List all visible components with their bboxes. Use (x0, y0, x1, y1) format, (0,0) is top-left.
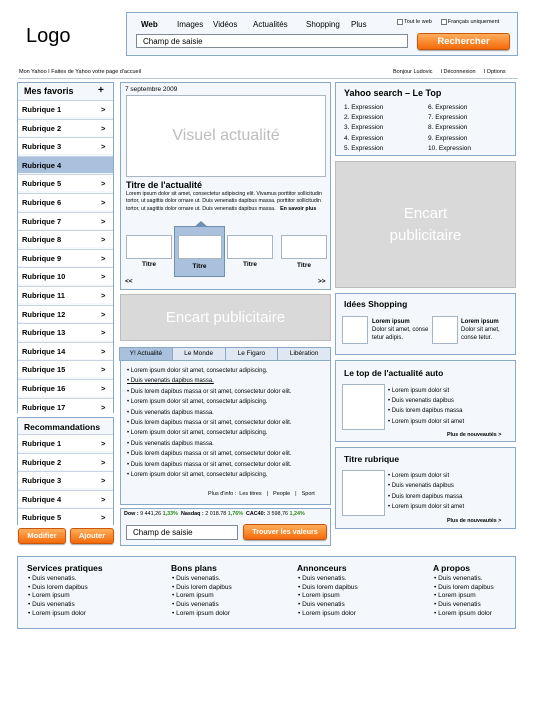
markets-search-input[interactable]: Champ de saisie (126, 525, 238, 540)
news-item[interactable]: • Lorem ipsum dolor sit amet, consectetur adipiscing. (127, 397, 327, 407)
auto-item[interactable]: • Lorem ipsum dolor sit amet (388, 417, 464, 427)
thumb-3[interactable] (227, 235, 273, 259)
top-links-left[interactable]: Mon Yahoo I Faites de Yahoo votre page d'accueil (19, 69, 142, 75)
deconnexion-link[interactable]: I Déconnexion (440, 69, 476, 75)
top-links-right (393, 69, 506, 75)
news-tabs (120, 347, 331, 361)
thumb-3-title: Titre (243, 261, 257, 268)
modifier-button[interactable]: Modifier (18, 528, 66, 544)
favori-item-13[interactable] (18, 323, 113, 340)
favori-item-12[interactable] (18, 305, 113, 322)
footer-link[interactable]: • Duis venenatis (172, 601, 291, 610)
news-item[interactable]: • Lorem ipsum dolor sit amet, consectetur adipiscing. (127, 366, 327, 376)
nasdaq-change: 1,76% (227, 511, 243, 517)
auto-more-link[interactable]: Plus de nouveautés > (447, 432, 502, 438)
add-favori-button[interactable]: + (98, 85, 104, 96)
news-item[interactable]: • Duis lorem dapibus massa or sit amet, consectetur dolor elit. (127, 449, 327, 459)
cac-label: CAC40: (246, 511, 266, 517)
thumb-1-title: Titre (142, 261, 156, 268)
favori-item-10[interactable] (18, 267, 113, 284)
chevron-right-icon: > (101, 235, 106, 245)
favori-item-label: Rubrique 6 (22, 198, 62, 207)
logo[interactable]: Logo (26, 25, 71, 47)
favoris-panel (17, 82, 114, 413)
top-expression-5[interactable]: 5. Expression (344, 144, 384, 152)
thumb-1[interactable] (126, 235, 172, 259)
footer-link[interactable]: • Lorem ipsum dolor (172, 610, 291, 619)
shopping-panel (335, 293, 516, 355)
dow-label: Dow : (124, 511, 139, 517)
search-options (397, 19, 499, 25)
search-tab-web[interactable]: Web (141, 20, 158, 29)
tout-le-web-label: Tout le web (404, 19, 432, 25)
encart-publicitaire-right[interactable] (335, 161, 516, 288)
actualite-date: 7 septembre 2009 (125, 86, 178, 93)
cac-value: 3 598,76 (266, 511, 288, 517)
news-tab-3[interactable]: Le Figaro (225, 347, 279, 361)
encart-publicitaire-center[interactable] (120, 294, 331, 341)
favori-item-15[interactable] (18, 360, 113, 377)
favori-item-label: Rubrique 10 (22, 272, 66, 282)
top-divider (18, 78, 518, 79)
news-list (127, 366, 327, 480)
thumb-2-title: Titre (192, 263, 207, 270)
news-more-sep-2: | (295, 491, 297, 497)
chevron-right-icon: > (101, 291, 106, 300)
footer-link[interactable]: • Lorem ipsum dolor (28, 610, 147, 619)
chevron-right-icon: > (101, 328, 106, 338)
favori-item-label: Rubrique 9 (22, 253, 62, 263)
search-tab-actualites[interactable]: Actualités (253, 20, 288, 29)
news-item[interactable]: • Lorem ipsum dolor sit amet, consectetur adipiscing. (127, 428, 327, 438)
recommandation-item-label: Rubrique 4 (22, 494, 62, 504)
footer-column-1 (27, 563, 147, 619)
favori-item-label: Rubrique 7 (22, 216, 62, 226)
en-savoir-plus-link[interactable]: En savoir plus (280, 205, 317, 212)
market-indices (124, 511, 305, 517)
search-tab-videos[interactable]: Vidéos (213, 20, 238, 29)
favori-item-9[interactable] (18, 249, 113, 266)
recommandation-item-4[interactable] (18, 490, 113, 507)
news-item[interactable]: • Lorem ipsum dolor sit amet, consectetur adipiscing. (127, 470, 327, 480)
favori-item-label: Rubrique 4 (22, 160, 62, 170)
footer-column-title: A propos (433, 563, 470, 573)
shopping-item-2-title: Lorem ipsum (461, 319, 499, 325)
favori-item-5[interactable] (18, 174, 113, 191)
greeting: Bonjour Ludovic (393, 69, 433, 75)
news-more (208, 491, 315, 497)
favori-item-7[interactable] (18, 212, 113, 229)
footer-link[interactable]: • Duis venenatis (298, 601, 417, 610)
shopping-item-1-text: Dolor sit amet, conse tetur adipis. (372, 327, 429, 341)
rubrique-title: Titre rubrique (344, 454, 400, 464)
thumb-4-title: Titre (297, 262, 311, 269)
footer-link[interactable]: • Duis lorem dapibus (434, 584, 540, 593)
chevron-right-icon: > (101, 272, 106, 282)
favori-item-1[interactable] (18, 100, 113, 117)
news-item[interactable]: • Duis venenatis dapibus massa. (127, 439, 327, 449)
top-expression-1[interactable]: 1. Expression (344, 104, 384, 111)
markets-panel (120, 508, 331, 546)
thumbs-prev-button[interactable]: << (125, 278, 133, 285)
footer-column-title: Annonceurs (297, 563, 347, 573)
footer-link[interactable]: • Duis lorem dapibus (28, 584, 147, 593)
thumb-4[interactable] (281, 235, 327, 259)
news-tab-1[interactable]: Y! Actualité (119, 347, 173, 361)
auto-image[interactable] (342, 384, 385, 430)
top-expression-2[interactable]: 2. Expression (344, 114, 384, 122)
favori-item-4[interactable] (18, 156, 113, 173)
footer-column-list (28, 575, 147, 619)
recommandation-item-label: Rubrique 5 (22, 513, 62, 522)
rubrique-image[interactable] (342, 470, 385, 516)
favori-item-14[interactable] (18, 342, 113, 359)
footer-column-4 (433, 563, 540, 619)
top-expression-7[interactable]: 7. Expression (428, 114, 468, 122)
recommandation-item-3[interactable] (18, 471, 113, 488)
shopping-item-1[interactable] (372, 318, 432, 342)
thumb-2-image (178, 235, 222, 259)
thumb-2-selected[interactable] (174, 226, 225, 277)
recommandation-item-label: Rubrique 1 (22, 439, 62, 448)
rubrique-item[interactable]: • Duis venenatis dapibus (388, 481, 464, 491)
footer-panel (17, 556, 516, 629)
favori-item-11[interactable] (18, 286, 113, 303)
auto-list (388, 386, 464, 427)
chevron-right-icon: > (101, 476, 106, 485)
ajouter-button[interactable]: Ajouter (70, 528, 114, 544)
favori-item-label: Rubrique 12 (22, 309, 66, 319)
footer-column-title: Services pratiques (27, 563, 103, 573)
thumbs-next-button[interactable]: >> (318, 278, 326, 285)
footer-link[interactable]: • Duis lorem dapibus (298, 584, 417, 593)
favori-item-2[interactable] (18, 119, 113, 136)
chevron-right-icon: > (101, 309, 106, 319)
search-panel (126, 12, 518, 56)
footer-link[interactable]: • Duis venenatis (28, 601, 147, 610)
actualite-body-text: Lorem ipsum dolor sit amet, consectetur adipiscing elit. Vivamus porttitor sollicitudin tortor, ut sagittis dolor ornare ut. Duis venenatis dapibus massa. porttitor sollicitudin tortor, ut sagittis dolor ornare ut. Duis venenatis dapibus massa. (126, 191, 322, 212)
recommandation-item-label: Rubrique 3 (22, 476, 62, 485)
top-expression-10[interactable]: 10. Expression (428, 144, 471, 152)
auto-panel (335, 360, 516, 442)
news-tab-2[interactable]: Le Monde (172, 347, 226, 361)
thumb-1-image (126, 235, 172, 259)
chevron-right-icon: > (101, 179, 106, 189)
search-input[interactable]: Champ de saisie (136, 34, 408, 48)
footer-column-2 (171, 563, 291, 619)
francais-label: Français uniquement (447, 19, 500, 25)
auto-title: Le top de l'actualité auto (344, 368, 444, 378)
favori-item-16[interactable] (18, 379, 113, 396)
shopping-item-1-title: Lorem ipsum (372, 319, 410, 325)
news-item[interactable]: • Duis lorem dapibus massa or sit amet, consectetur dolor elit. (127, 387, 327, 397)
news-item[interactable]: • Duis venenatis dapibus massa. (127, 376, 327, 386)
footer-column-3 (297, 563, 417, 619)
trouver-valeurs-button[interactable]: Trouver les valeurs (243, 524, 327, 540)
footer-link[interactable]: • Duis venenatis. (298, 575, 417, 584)
rubrique-more-link[interactable]: Plus de nouveautés > (447, 518, 502, 524)
shopping-item-2-image[interactable] (432, 316, 458, 344)
chevron-right-icon: > (101, 105, 106, 114)
actualite-panel (120, 82, 331, 290)
favori-item-label: Rubrique 14 (22, 346, 66, 356)
footer-link[interactable]: • Duis venenatis. (172, 575, 291, 584)
recommandation-item-5[interactable] (18, 508, 113, 525)
rubrique-item[interactable]: • Duis lorem dapibus massa (388, 492, 464, 502)
nasdaq-label: Nasdaq : (180, 511, 204, 517)
search-tab-shopping[interactable]: Shopping (306, 20, 340, 29)
shopping-title: Idées Shopping (344, 299, 408, 309)
chevron-right-icon: > (101, 402, 106, 412)
recommandation-item-label: Rubrique 2 (22, 457, 62, 467)
favori-item-label: Rubrique 16 (22, 384, 66, 393)
shopping-item-2[interactable] (461, 318, 516, 342)
footer-link[interactable]: • Duis venenatis. (434, 575, 540, 584)
visuel-actualite[interactable] (126, 95, 326, 177)
footer-link[interactable]: • Lorem ipsum dolor (434, 610, 540, 619)
yahoo-top-col1 (344, 103, 383, 154)
recommandations-panel (17, 417, 114, 525)
favori-item-3[interactable] (18, 137, 113, 154)
footer-link[interactable]: • Lorem ipsum (28, 592, 147, 601)
chevron-right-icon: > (101, 346, 106, 356)
news-tab-4[interactable]: Libération (277, 347, 331, 361)
shopping-item-1-image[interactable] (342, 316, 368, 344)
yahoo-top-title: Yahoo search – Le Top (344, 88, 442, 98)
actualite-body (126, 191, 322, 213)
chevron-right-icon: > (101, 253, 106, 263)
search-tab-plus[interactable]: Plus (351, 20, 367, 29)
chevron-right-icon: > (101, 439, 106, 448)
chevron-right-icon: > (101, 216, 106, 226)
rubrique-panel (335, 447, 516, 529)
news-panel (120, 347, 331, 505)
footer-column-list (298, 575, 417, 619)
news-more-titres[interactable]: Les titres (239, 491, 262, 497)
auto-item[interactable]: • Lorem ipsum dolor sit (388, 386, 464, 396)
chevron-right-icon: > (101, 384, 106, 393)
favori-item-label: Rubrique 15 (22, 365, 66, 375)
thumb-3-image (227, 235, 273, 259)
footer-link[interactable]: • Duis lorem dapibus (172, 584, 291, 593)
news-more-sport[interactable]: Sport (301, 491, 315, 497)
rubrique-item[interactable]: • Lorem ipsum dolor sit (388, 471, 464, 481)
news-more-people[interactable]: People (273, 491, 291, 497)
top-expression-8[interactable]: 8. Expression (428, 124, 468, 132)
top-expression-9[interactable]: 9. Expression (428, 134, 468, 142)
favori-item-6[interactable] (18, 193, 113, 210)
favori-item-label: Rubrique 13 (22, 328, 66, 338)
search-tabs (141, 20, 367, 29)
chevron-right-icon: > (101, 513, 106, 522)
chevron-right-icon: > (101, 123, 106, 133)
dow-value: 9 441,26 (140, 511, 162, 517)
chevron-right-icon: > (101, 365, 106, 375)
footer-link[interactable]: • Lorem ipsum dolor (298, 610, 417, 619)
chevron-right-icon: > (101, 457, 106, 467)
news-item[interactable]: • Duis lorem dapibus massa or sit amet, consectetur dolor elit. (127, 418, 327, 428)
rubrique-item[interactable]: • Lorem ipsum dolor sit amet (388, 502, 464, 512)
yahoo-top-col2 (428, 103, 471, 154)
auto-item[interactable]: • Duis lorem dapibus massa (388, 406, 464, 416)
footer-column-list (172, 575, 291, 619)
tout-le-web-checkbox[interactable] (397, 19, 403, 25)
recommandation-item-1[interactable] (18, 434, 113, 451)
news-more-sep-1: | (266, 491, 269, 497)
favori-item-label: Rubrique 5 (22, 179, 62, 189)
favori-item-label: Rubrique 8 (22, 235, 62, 245)
favori-item-label: Rubrique 2 (22, 123, 62, 133)
footer-link[interactable]: • Duis venenatis. (28, 575, 147, 584)
encart-right-label: Encart publicitaire (389, 204, 462, 244)
francais-checkbox[interactable] (441, 19, 447, 25)
footer-link[interactable]: • Lorem ipsum (298, 592, 417, 601)
recommandation-item-2[interactable] (18, 453, 113, 470)
options-link[interactable]: I Options (483, 69, 506, 75)
actualite-title[interactable]: Titre de l'actualité (126, 180, 202, 190)
rubrique-list (388, 471, 464, 513)
news-item[interactable]: • Duis lorem dapibus massa or sit amet, consectetur dolor elit. (127, 460, 327, 470)
news-item[interactable]: • Duis venenatis dapibus massa. (127, 408, 327, 418)
chevron-right-icon: > (101, 198, 106, 207)
search-tab-images[interactable]: Images (177, 20, 204, 29)
visuel-actualite-label: Visuel actualité (172, 127, 280, 144)
favori-item-label: Rubrique 17 (22, 402, 66, 412)
rechercher-button[interactable]: Rechercher (417, 33, 510, 50)
encart-center-label: Encart publicitaire (165, 309, 286, 326)
dow-change: 1,33% (162, 511, 178, 517)
footer-link[interactable]: • Lorem ipsum (434, 592, 540, 601)
footer-link[interactable]: • Duis venenatis (434, 601, 540, 610)
nasdaq-value: 2 018.78 (205, 511, 227, 517)
footer-column-list (434, 575, 540, 619)
top-expression-3[interactable]: 3. Expression (344, 124, 384, 132)
favoris-title: Mes favoris (24, 86, 74, 96)
top-expression-4[interactable]: 4. Expression (344, 134, 384, 142)
chevron-right-icon: > (101, 494, 106, 504)
auto-item[interactable]: • Duis venenatis dapibus (388, 396, 464, 406)
favori-item-label: Rubrique 11 (22, 291, 65, 300)
news-more-label: Plus d'info : (208, 491, 237, 497)
favori-item-label: Rubrique 3 (22, 142, 62, 152)
recommandations-title: Recommandations (24, 422, 101, 432)
footer-column-title: Bons plans (171, 563, 217, 573)
shopping-item-2-text: Dolor sit amet, conse tetur. (461, 327, 500, 341)
favori-item-8[interactable] (18, 230, 113, 247)
yahoo-top-panel (335, 82, 516, 156)
chevron-right-icon: > (101, 142, 106, 152)
favori-item-label: Rubrique 1 (22, 105, 62, 114)
footer-link[interactable]: • Lorem ipsum (172, 592, 291, 601)
top-expression-6[interactable]: 6. Expression (428, 104, 468, 111)
thumb-4-image (281, 235, 327, 259)
favori-item-17[interactable] (18, 398, 113, 415)
thumb-2-pointer (194, 221, 208, 227)
cac-change: 1,24% (289, 511, 305, 517)
